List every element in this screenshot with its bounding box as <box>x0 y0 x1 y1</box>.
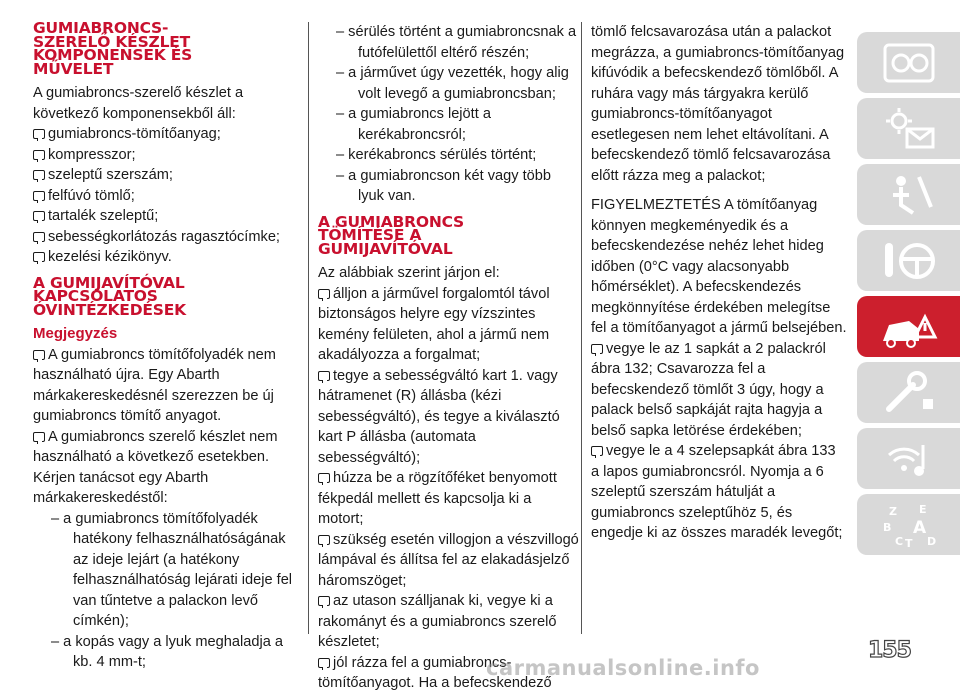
bullet-icon <box>33 252 45 262</box>
column-divider <box>308 22 309 634</box>
bullet-icon <box>591 344 603 354</box>
list-item: az utason szálljanak ki, vegye ki a rakományt és a gumiabroncs szerelő készletet; <box>318 593 557 650</box>
list-item: vegye le a 4 szelepsapkát ábra 133 a lapos gumiabroncsról. Nyomja a 6 szeleptű szerszám hátulját a gumiabroncs szeleptűhöz 5, és engedje ki az összes maradék levegőt; <box>591 443 843 541</box>
svg-text:A: A <box>912 517 926 538</box>
dashboard-icon <box>879 39 939 87</box>
bullet-icon <box>33 191 45 201</box>
index-icon <box>879 501 939 549</box>
note-title: Megjegyzés <box>33 325 118 342</box>
precautions-heading: A GUMIJAVÍTÓVAL KAPCSOLATOS ÓVINTÉZKEDÉSEK <box>33 273 186 319</box>
bullet-icon <box>33 150 45 160</box>
list-item: húzza be a rögzítőféket benyomott fékpedál mellett és kapcsolja ki a motort; <box>318 470 557 527</box>
right-column <box>591 22 847 544</box>
dash-item: – a kopás vagy a lyuk meghaladja a kb. 4 mm-t; <box>51 633 284 670</box>
warning-lights-icon <box>879 105 939 153</box>
bullet-icon <box>318 371 330 381</box>
multimedia-icon <box>879 435 939 483</box>
list-item: szükség esetén villogjon a vészvillogó lámpával és állítsa fel az elakadásjelző háromszöget; <box>318 531 579 589</box>
svg-text:Z: Z <box>888 504 897 518</box>
continuation-text: tömlő felcsavarozása után a palackot megrázza, a gumiabroncs-tömítőanyag kifúvódik a befecskendező tömlőből. A ruhára vagy más tárgyakra kerülő gumiabroncs-tömítőanyagot esetlegesen nem lehet eltávolítani. A befecskendező tömlő felcsavarozása előtt rázza meg a palackot; <box>591 24 845 184</box>
list-item: gumiabroncs-tömítőanyag; <box>33 124 295 145</box>
components-heading: GUMIABRONCS- SZERELŐ KÉSZLET KOMPONENSEK ÉS MŰVELET <box>33 19 193 78</box>
tab-maintenance[interactable] <box>857 362 960 423</box>
bullet-icon <box>33 129 45 139</box>
list-item: A gumiabroncs tömítőfolyadék nem használható újra. Egy Abarth márkakereskedésnél szerezzen be új gumiabroncs tömítő anyagot. <box>33 346 276 424</box>
dash-item: – a gumiabroncs lejött a kerékabroncsról; <box>336 106 491 143</box>
warning-text: FIGYELMEZTETÉS A tömítőanyag könnyen megkeményedik és a befecskendezése nehéz lehet hideg időben (0°C vagy alacsonyabb hőmérséklet). A befecskendezés megkönnyítése érdekében melegítse fel a tömítőanyagot a jármű belsejében. <box>591 197 847 336</box>
list-item: jól rázza fel a gumiabroncs-tömítőanyagot. Ha a befecskendező <box>318 654 552 691</box>
dash-item: – a járművet úgy vezették, hogy alig volt levegő a gumiabroncsban; <box>336 65 569 102</box>
dash-item: – a gumiabroncson két vagy több lyuk van. <box>336 167 551 204</box>
maintenance-icon <box>879 369 939 417</box>
svg-text:E: E <box>918 502 927 516</box>
bullet-icon <box>318 535 330 545</box>
list-item: kompresszor; <box>33 145 295 166</box>
svg-text:B: B <box>882 520 891 534</box>
tab-index[interactable] <box>857 494 960 555</box>
bullet-icon <box>318 596 330 606</box>
driving-icon <box>879 237 939 285</box>
tab-dashboard[interactable] <box>857 32 960 93</box>
list-item: A gumiabroncs szerelő készlet nem használható a következő esetekben. Kérjen tanácsot egy Abarth márkakereskedéstől: <box>33 428 278 506</box>
left-column <box>33 19 295 673</box>
list-item: álljon a járművel forgalomtól távol biztonságos helyre egy vízszintes kemény felületen, ahol a jármű nem akadályozza a forgalmat; <box>318 285 550 363</box>
list-item: kezelési kézikönyv. <box>33 247 295 268</box>
column-divider <box>581 22 582 634</box>
svg-text:C: C <box>894 534 903 548</box>
list-item: sebességkorlátozás ragasztócímke; <box>33 227 295 248</box>
bullet-icon <box>318 658 330 668</box>
list-item: vegye le az 1 sapkát a 2 palackról ábra 132; Csavarozza fel a befecskendező tömlőt 3 úgy, hogy a palack belső sapkáját rajta hagyja a belső sapka letörése érdekében; <box>591 340 826 439</box>
bullet-icon <box>318 289 330 299</box>
dash-item: – sérülés történt a gumiabroncsnak a futófelülettől eltérő részén; <box>336 24 577 61</box>
tab-emergency[interactable] <box>857 296 960 357</box>
tab-driving[interactable] <box>857 230 960 291</box>
list-item: felfúvó tömlő; <box>33 186 295 207</box>
component-list <box>33 124 295 268</box>
bullet-icon <box>33 232 45 242</box>
bullet-icon <box>33 211 45 221</box>
tab-multimedia[interactable] <box>857 428 960 489</box>
components-intro: A gumiabroncs-szerelő készlet a következő komponensekből áll: <box>33 85 244 122</box>
tab-warning-lights[interactable] <box>857 98 960 159</box>
list-item: szeleptű szerszám; <box>33 165 295 186</box>
chapter-sidebar <box>857 32 960 632</box>
watermark: carmanualsonline.info <box>486 656 760 680</box>
dash-item: – kerékabroncs sérülés történt; <box>336 147 537 163</box>
svg-text:D: D <box>926 534 936 548</box>
svg-text:T: T <box>904 536 913 549</box>
bullet-icon <box>33 170 45 180</box>
emergency-icon <box>879 303 939 351</box>
safety-icon <box>879 171 939 219</box>
bullet-icon <box>318 473 330 483</box>
bullet-icon <box>33 432 45 442</box>
middle-column <box>318 22 580 694</box>
list-item: tegye a sebességváltó kart 1. vagy hátramenet (R) állásba (kézi sebességváltó), és tegye a kiválasztó kart P állásba (automata sebességváltó); <box>318 367 560 466</box>
bullet-icon <box>591 446 603 456</box>
dash-item: – a gumiabroncs tömítőfolyadék hatékony felhasználhatóságának az ideje lejárt (a hatékony felhasználhatóság lejárati ideje fel van tűntetve a palackon levő címkén); <box>51 510 293 629</box>
steps-intro: Az alábbiak szerint járjon el: <box>318 265 500 281</box>
page-number: 155 <box>868 638 911 663</box>
sealing-heading: A GUMIABRONCS TÖMÍTÉSE A GUMIJAVÍTÓVAL <box>318 212 465 258</box>
tab-safety[interactable] <box>857 164 960 225</box>
list-item: tartalék szeleptű; <box>33 206 295 227</box>
bullet-icon <box>33 350 45 360</box>
